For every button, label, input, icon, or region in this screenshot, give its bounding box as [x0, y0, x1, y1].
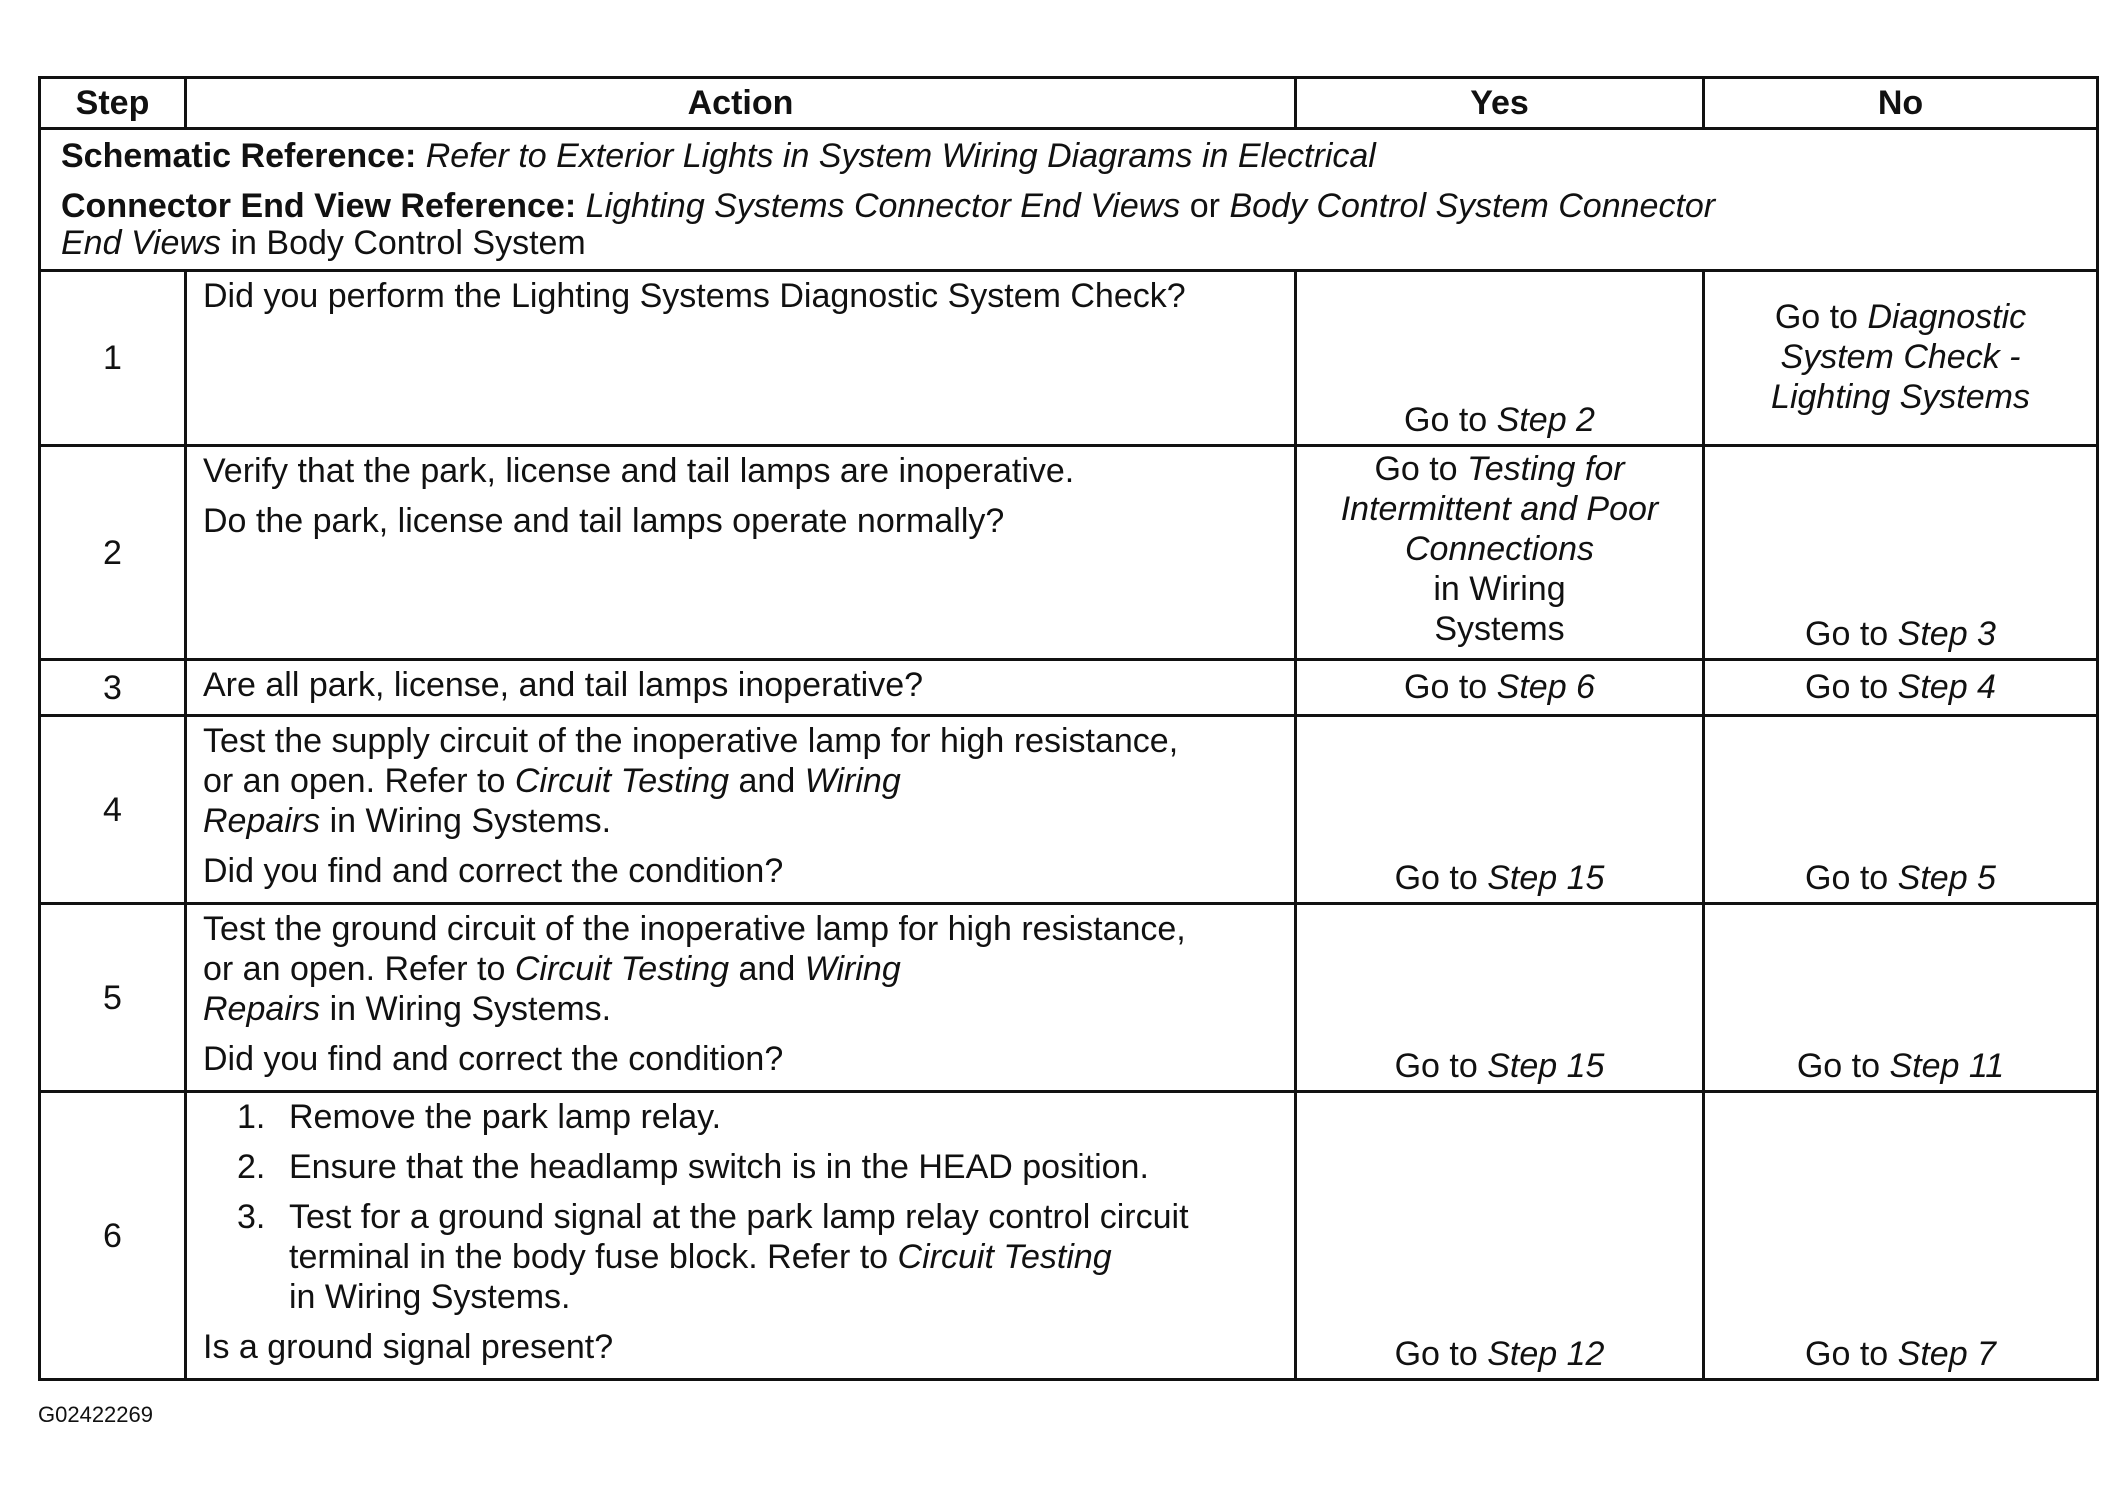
- sub-step-text: Test for a ground signal at the park lamp relay control circuit: [289, 1198, 1189, 1236]
- yes-result: [1296, 1092, 1704, 1380]
- yes-link: Step 12: [1487, 1335, 1605, 1373]
- yes-prefix: Go to: [1404, 401, 1488, 439]
- no-link: Step 4: [1897, 667, 1996, 706]
- action-text: Are all park, license, and tail lamps inoperative?: [203, 666, 924, 704]
- yes-link: Testing for: [1467, 450, 1625, 488]
- sub-step-number: 3.: [237, 1198, 266, 1236]
- yes-link: Step 15: [1487, 859, 1605, 897]
- yes-link: Intermittent and Poor: [1340, 490, 1659, 528]
- sub-steps-list: [203, 1097, 1280, 1317]
- action-text: Verify that the park, license and tail lamps are inoperative.: [203, 452, 1075, 490]
- sub-step-number: 1.: [237, 1098, 266, 1136]
- no-result: [1704, 446, 2098, 660]
- header-row: [40, 78, 2098, 129]
- yes-link: Step 15: [1487, 1047, 1605, 1085]
- connector-text-2: Body Control System Connector: [1229, 186, 1716, 225]
- action-text: [203, 721, 1280, 841]
- sub-step-text: terminal in the body fuse block. Refer to: [289, 1238, 889, 1276]
- action-line: and: [738, 950, 796, 988]
- no-result: [1704, 716, 2098, 904]
- header-yes: Yes: [1296, 78, 1704, 129]
- yes-result: [1296, 904, 1704, 1092]
- table-row: [40, 271, 2098, 446]
- yes-result: [1296, 271, 1704, 446]
- action-ref: Circuit Testing: [514, 762, 730, 800]
- no-result: [1704, 271, 2098, 446]
- yes-link: Connections: [1404, 530, 1594, 568]
- no-link: Diagnostic: [1867, 298, 2027, 336]
- step-action: [186, 660, 1296, 716]
- action-line: Test the ground circuit of the inoperative lamp for high resistance,: [203, 910, 1186, 948]
- yes-prefix: Go to: [1394, 859, 1478, 897]
- action-line: Test the supply circuit of the inoperative lamp for high resistance,: [203, 722, 1179, 760]
- yes-result: [1296, 446, 1704, 660]
- no-result: [1704, 1092, 2098, 1380]
- no-prefix: Go to: [1805, 615, 1889, 653]
- no-result: [1704, 660, 2098, 716]
- action-line: and: [738, 762, 796, 800]
- yes-result: [1296, 660, 1704, 716]
- step-action: [186, 904, 1296, 1092]
- no-prefix: Go to: [1805, 859, 1889, 897]
- action-question: Do the park, license and tail lamps operate normally?: [203, 502, 1005, 540]
- action-line: in Wiring Systems.: [329, 990, 612, 1028]
- connector-text-3: End Views: [61, 223, 222, 262]
- action-line: or an open. Refer to: [203, 762, 506, 800]
- no-link: Step 3: [1897, 615, 1996, 653]
- yes-prefix: Go to: [1404, 667, 1488, 706]
- action-ref: Wiring: [804, 950, 901, 988]
- list-item: [203, 1197, 1280, 1317]
- action-ref: Repairs: [203, 990, 321, 1028]
- no-link: Lighting Systems: [1771, 378, 2030, 416]
- list-item: [203, 1097, 1280, 1137]
- no-prefix: Go to: [1774, 298, 1858, 336]
- sub-step-text: Ensure that the headlamp switch is in the HEAD position.: [289, 1148, 1149, 1186]
- step-action: [186, 716, 1296, 904]
- reference-cell: [40, 129, 2098, 271]
- no-prefix: Go to: [1796, 1047, 1881, 1085]
- sub-step-number: 2.: [237, 1148, 266, 1186]
- action-question: Is a ground signal present?: [203, 1328, 614, 1366]
- schematic-text: Refer to Exterior Lights in System Wiring Diagrams in Electrical: [425, 136, 1376, 175]
- yes-prefix: Go to: [1374, 450, 1458, 488]
- no-result: [1704, 904, 2098, 1092]
- yes-result: [1296, 716, 1704, 904]
- sub-step-text: in Wiring Systems.: [289, 1278, 571, 1316]
- yes-tail: Systems: [1434, 610, 1565, 648]
- action-question: Did you find and correct the condition?: [203, 852, 784, 890]
- step-action: [186, 1092, 1296, 1380]
- reference-row: [40, 129, 2098, 271]
- sub-step-ref: Circuit Testing: [897, 1238, 1112, 1276]
- connector-label: Connector End View Reference:: [61, 186, 577, 225]
- table-row: [40, 904, 2098, 1092]
- schematic-label: Schematic Reference:: [61, 136, 417, 175]
- diagnostic-table: [38, 76, 2099, 1381]
- no-prefix: Go to: [1805, 1335, 1889, 1373]
- table-row: [40, 446, 2098, 660]
- table-row: [40, 1092, 2098, 1380]
- step-number: 2: [40, 446, 186, 660]
- yes-link: Step 2: [1496, 401, 1595, 439]
- header-step: Step: [40, 78, 186, 129]
- table-row: [40, 660, 2098, 716]
- yes-tail: in Wiring: [1433, 570, 1566, 608]
- table-row: [40, 716, 2098, 904]
- no-link: Step 11: [1889, 1047, 2005, 1085]
- step-number: 5: [40, 904, 186, 1092]
- yes-prefix: Go to: [1394, 1335, 1478, 1373]
- step-action: [186, 271, 1296, 446]
- no-prefix: Go to: [1805, 667, 1889, 706]
- no-link: Step 5: [1897, 859, 1996, 897]
- header-action: Action: [186, 78, 1296, 129]
- action-question: Did you find and correct the condition?: [203, 1040, 784, 1078]
- step-number: 6: [40, 1092, 186, 1380]
- connector-or: or: [1189, 186, 1220, 225]
- action-ref: Wiring: [804, 762, 901, 800]
- action-line: or an open. Refer to: [203, 950, 506, 988]
- connector-reference: [61, 186, 2078, 260]
- action-line: in Wiring Systems.: [329, 802, 612, 840]
- yes-link: Step 6: [1496, 667, 1595, 706]
- connector-tail: in Body Control System: [230, 223, 586, 262]
- no-link: System Check -: [1780, 338, 2021, 376]
- yes-prefix: Go to: [1394, 1047, 1478, 1085]
- connector-text-1: Lighting Systems Connector End Views: [585, 186, 1181, 225]
- schematic-reference: [61, 136, 2078, 176]
- figure-id: G02422269: [38, 1402, 153, 1427]
- sub-step-text: Remove the park lamp relay.: [289, 1098, 722, 1136]
- list-item: [203, 1147, 1280, 1187]
- action-ref: Repairs: [203, 802, 321, 840]
- step-number: 1: [40, 271, 186, 446]
- step-number: 3: [40, 660, 186, 716]
- action-text: Did you perform the Lighting Systems Diagnostic System Check?: [203, 277, 1186, 315]
- step-number: 4: [40, 716, 186, 904]
- step-action: [186, 446, 1296, 660]
- action-text: [203, 909, 1280, 1029]
- action-ref: Circuit Testing: [514, 950, 730, 988]
- no-link: Step 7: [1897, 1335, 1996, 1373]
- header-no: No: [1704, 78, 2098, 129]
